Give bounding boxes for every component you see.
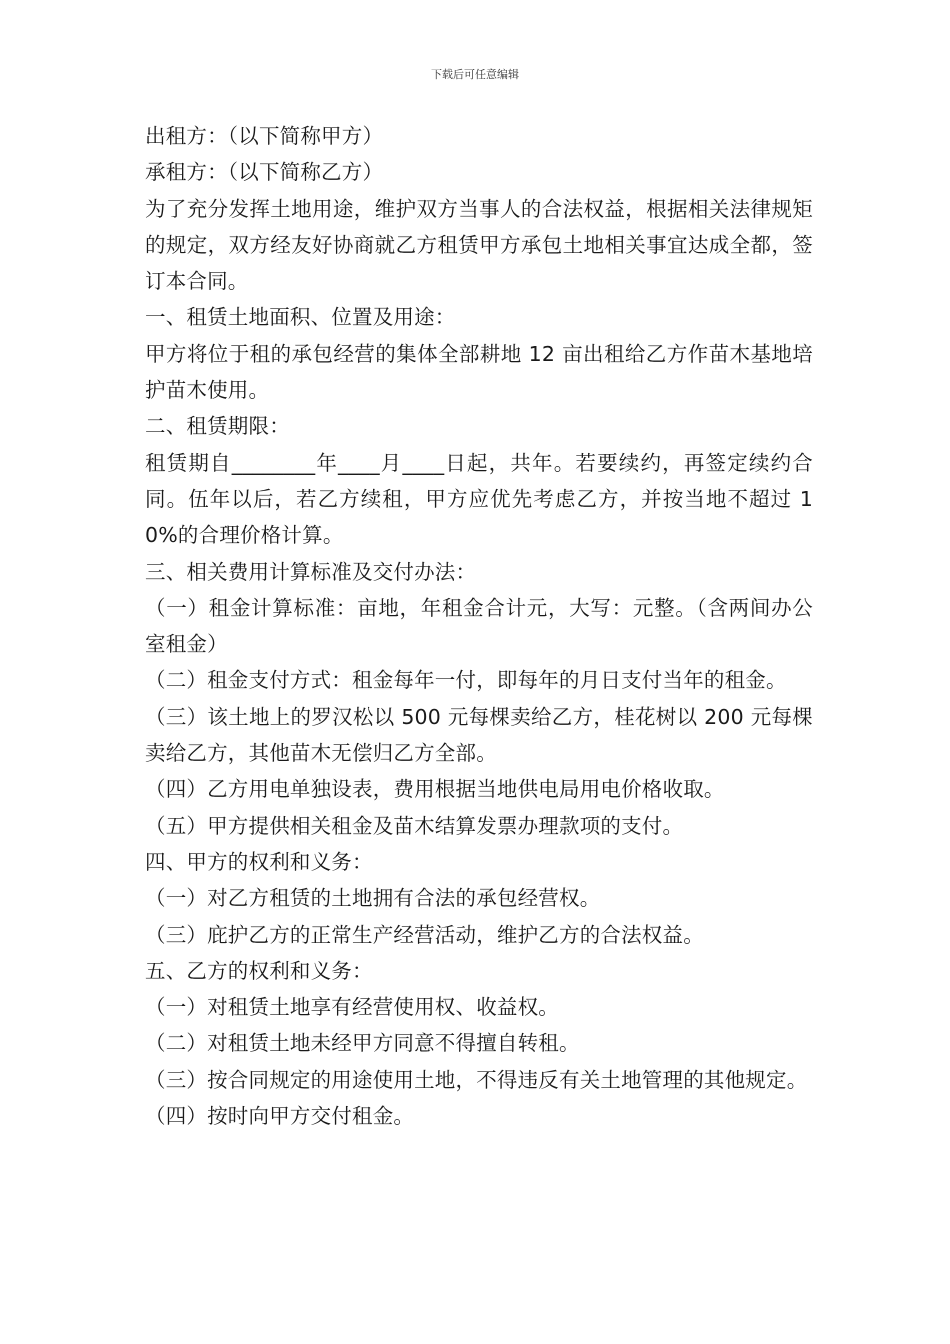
section-heading-term: 二、租赁期限： [145,414,290,439]
clause-lessee-right-2: （二）对租赁土地未经甲方同意不得擅自转租。 [145,1031,580,1056]
clause-lessee-right-3: （三）按合同规定的用途使用土地，不得违反有关土地管理的其他规定。 [145,1067,808,1092]
section-heading-land: 一、租赁土地面积、位置及用途： [145,305,456,330]
clause-lessee-right-1: （一）对租赁土地享有经营使用权、收益权。 [145,995,559,1020]
contract-body [145,118,813,1134]
paragraph-term-details: 租赁期自________年____月____日起，共年。若要续约，再签定续约合同。伍年以后，若乙方续租，甲方应优先考虑乙方，并按当地不超过 10%的合理价格计算。 [145,450,813,548]
page-header-note: 下载后可任意编辑 [431,68,519,81]
paragraph-lessor: 出租方：（以下简称甲方） [145,124,384,148]
clause-invoices: （五）甲方提供相关租金及苗木结算发票办理款项的支付。 [145,813,684,838]
section-heading-lessor-rights: 四、甲方的权利和义务： [145,849,373,874]
clause-lessor-right-3: （三）庇护乙方的正常生产经营活动，维护乙方的合法权益。 [145,922,704,947]
paragraph-preamble: 为了充分发挥土地用途，维护双方当事人的合法权益，根据相关法律规矩的规定，双方经友好协商就乙方租赁甲方承包土地相关事宜达成全都，签订本合同。 [145,196,813,294]
clause-rent-payment: （二）租金支付方式：租金每年一付，即每年的月日支付当年的租金。 [145,668,787,693]
paragraph-lessee: 承租方：（以下简称乙方） [145,160,384,185]
clause-rent-standard: （一）租金计算标准：亩地，年租金合计元，大写：元整。（含两间办公室租金） [145,595,813,657]
section-heading-lessee-rights: 五、乙方的权利和义务： [145,958,373,983]
clause-electricity: （四）乙方用电单独设表，费用根据当地供电局用电价格收取。 [145,777,725,802]
paragraph-land-details: 甲方将位于租的承包经营的集体全部耕地 12 亩出租给乙方作苗木基地培护苗木使用。 [145,341,813,403]
clause-lessee-right-4: （四）按时向甲方交付租金。 [145,1104,415,1129]
clause-trees-sale: （三）该土地上的罗汉松以 500 元每棵卖给乙方，桂花树以 200 元每棵卖给乙方，其他苗木无偿归乙方全部。 [145,704,813,766]
section-heading-fees: 三、相关费用计算标准及交付办法： [145,559,477,584]
clause-lessor-right-1: （一）对乙方租赁的土地拥有合法的承包经营权。 [145,886,601,911]
